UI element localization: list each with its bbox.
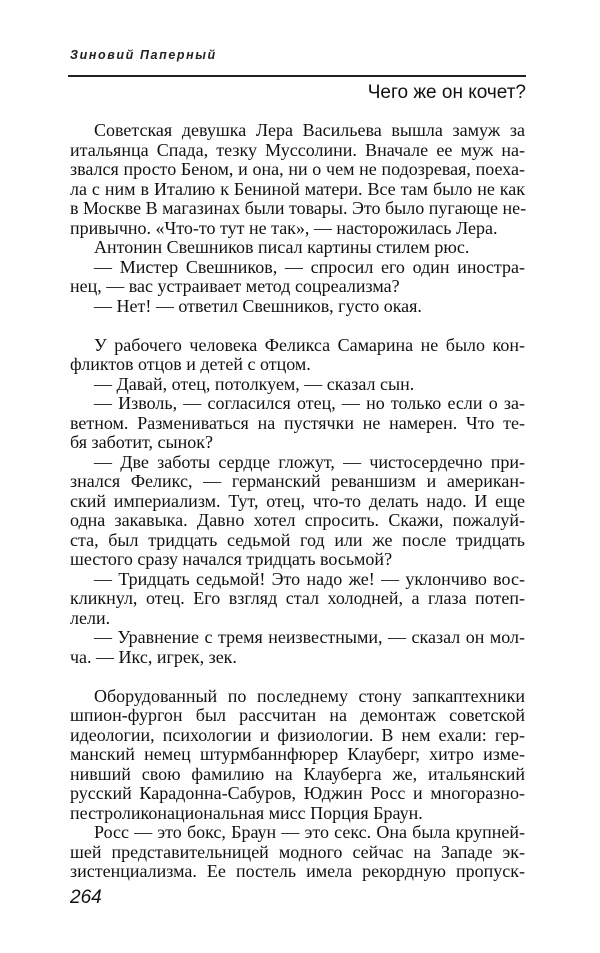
- text-line: Оборудованный по последнему стону запкаптехники: [94, 685, 525, 706]
- text-line: звался просто Беном, и она, ни о чем не подозревая, поеха-: [70, 159, 525, 179]
- page-number: 264: [70, 887, 102, 908]
- paragraph: [70, 687, 525, 824]
- text-line: — Уравнение с тремя неизвестными, — сказал он мол-: [94, 627, 525, 647]
- text-line: — Давай, отец, потолкуем, — сказал сын.: [94, 373, 415, 394]
- text-section: [70, 687, 525, 882]
- text-line: Антонин Свешников писал картины стилем рюс.: [94, 237, 470, 257]
- running-head-author: Зиновий Паперный: [70, 48, 217, 62]
- text-line: нивший свою фамилию на Клауберга же, итальянский: [70, 763, 525, 784]
- paragraph: [70, 297, 525, 317]
- text-line: ста, был тридцать седьмой год или же после тридцать: [70, 529, 525, 550]
- paragraph: [70, 336, 525, 375]
- page-body: [70, 121, 525, 882]
- text-line: У рабочего человека Феликса Самарина не было кон-: [94, 334, 525, 355]
- text-line: русский Карадонна-Сабуров, Юджин Росс и многоразно-: [70, 783, 525, 803]
- text-line: бя заботит, сынок?: [70, 432, 213, 452]
- text-line: ча. — Икс, игрек, зек.: [70, 646, 237, 667]
- text-line: — Мистер Свешников, — спросил его один иностра-: [94, 256, 525, 277]
- text-line: кликнул, отец. Его взгляд стал холодней, а глаза потеп-: [70, 588, 525, 608]
- text-line: Советская девушка Лера Васильева вышла замуж за: [94, 120, 525, 140]
- chapter-title: Чего же он кочет?: [367, 82, 526, 103]
- text-line: — Изволь, — согласился отец, — но только если о за-: [94, 393, 525, 413]
- header-rule: [68, 75, 526, 77]
- text-line: зистенциализма. Ее постель имела рекордную пропуск-: [70, 861, 525, 881]
- text-line: лели.: [70, 607, 111, 628]
- text-line: шей представительницей модного сейчас на Западе эк-: [70, 841, 525, 862]
- text-line: привычно. «Что-то тут не так», — насторожилась Лера.: [70, 217, 498, 238]
- paragraph: [70, 823, 525, 882]
- text-line: Росс — это бокс, Браун — это секс. Она была крупней-: [94, 822, 525, 842]
- text-section: [70, 336, 525, 668]
- text-line: — Нет! — ответил Свешников, густо окая.: [94, 295, 422, 316]
- text-section: [70, 121, 525, 316]
- text-line: знался Феликс, — германский реваншизм и американ-: [70, 471, 525, 491]
- text-line: итальянца Спада, тезку Муссолини. Вначале ее муж на-: [70, 139, 525, 160]
- paragraph: [70, 453, 525, 570]
- text-line: ла с ним в Италию к Бениной матери. Все там было не как: [70, 178, 525, 199]
- text-line: манский немец штурмбаннфюрер Клауберг, хитро изме-: [70, 744, 525, 764]
- paragraph: [70, 394, 525, 453]
- paragraph: [70, 238, 525, 258]
- paragraph: [70, 628, 525, 667]
- text-line: фликтов отцов и детей с отцом.: [70, 354, 311, 374]
- text-line: ветном. Размениваться на пустячки не намерен. Что те-: [70, 412, 525, 433]
- text-line: в Москве В магазинах были товары. Это было пугающе не-: [70, 198, 527, 218]
- text-line: идеологии, психологии и физиологии. В нем ехали: гер-: [70, 724, 525, 745]
- text-line: шпион-фургон был рассчитан на демонтаж советской: [70, 705, 525, 725]
- paragraph: [70, 258, 525, 297]
- text-line: пестроликонациональная мисс Порция Браун.: [70, 802, 423, 823]
- paragraph: [70, 121, 525, 238]
- text-line: одна закавыка. Давно хотел спросить. Скажи, пожалуй-: [70, 510, 525, 530]
- text-line: — Две заботы сердце гложут, — чистосердечно при-: [94, 451, 525, 472]
- text-line: нец, — вас устраивает метод соцреализма?: [70, 276, 400, 296]
- paragraph: [70, 570, 525, 629]
- text-line: шестого сразу начался тридцать восьмой?: [70, 549, 393, 569]
- paragraph: [70, 375, 525, 395]
- text-line: ский империализм. Тут, отец, что-то делать надо. И еще: [70, 490, 525, 511]
- text-line: — Тридцать седьмой! Это надо же! — уклончиво вос-: [94, 568, 525, 589]
